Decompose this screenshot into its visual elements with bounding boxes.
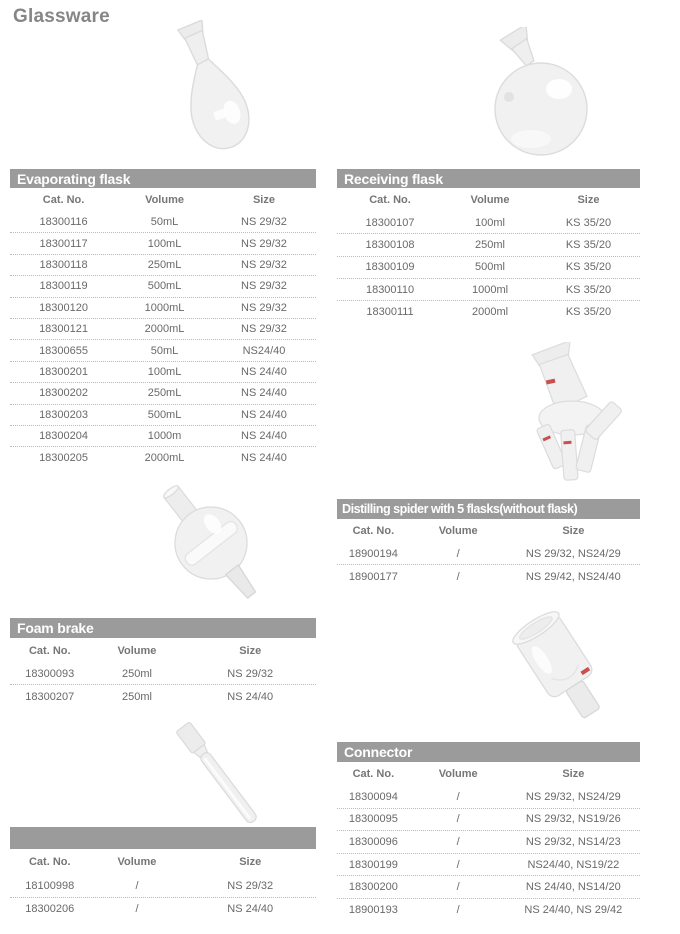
table-row [337,809,640,832]
table-cell: NS 29/32 [241,301,287,314]
table-cell: 18900194 [348,547,398,560]
table-cell: 50mL [150,344,179,357]
table-cell: NS 24/40 [227,902,274,915]
table-body [337,786,640,922]
table-cell: 18300202 [39,387,89,400]
table-cell: 250ml [121,690,152,703]
section-title-evaporating-flask: Evaporating flask [17,170,131,187]
table-cell: 18300120 [39,301,89,314]
table-body [337,212,640,323]
section-title-connector: Connector [344,744,413,760]
table-cell: 18300111 [366,306,414,319]
table-cell: / [456,881,460,894]
table-row [337,234,640,256]
column-header: Size [239,856,262,868]
receiving-flask-image [483,27,588,162]
table-cell: 250mL [147,258,182,271]
table-header-row [10,849,316,875]
untitled-adapter-table [10,849,316,920]
table-cell: NS 24/40 [241,408,287,421]
table-row [10,685,316,707]
table-row [337,279,640,301]
table-cell: / [135,902,139,915]
foam-brake-table [10,638,316,708]
table-row [337,212,640,234]
table-cell: / [135,879,139,892]
table-row [337,257,640,279]
table-row [10,255,316,276]
column-header: Size [562,768,585,780]
table-cell: 2000ml [471,306,509,319]
column-header: Size [239,644,262,657]
table-cell: NS 29/32, NS14/23 [525,835,621,848]
table-cell: / [456,547,460,560]
table-cell: NS 24/40, NS 29/42 [524,904,623,917]
table-row [337,543,640,565]
table-cell: 2000mL [144,451,185,464]
table-cell: NS 29/32 [241,216,287,229]
table-cell: NS 29/32 [241,280,287,293]
column-header: Volume [438,525,478,537]
table-cell: KS 35/20 [565,306,612,319]
table-cell: NS 24/40 [241,451,287,464]
table-body [337,543,640,588]
distilling-spider-table [337,519,640,588]
table-header-row [10,188,316,212]
table-cell: 18300117 [39,237,88,250]
foam-brake-image [130,477,292,609]
table-cell: 18300207 [25,690,75,703]
section-header-foam-brake [10,618,316,638]
column-header: Volume [470,194,510,206]
evaporating-flask-table [10,188,316,469]
table-cell: NS24/40 [242,344,286,357]
page-title: Glassware [13,6,110,27]
section-title-receiving-flask: Receiving flask [344,170,443,187]
table-cell: NS24/40, NS19/22 [527,858,620,871]
table-cell: 18300206 [25,902,75,915]
section-header-receiving-flask [337,169,640,188]
table-cell: KS 35/20 [565,283,612,296]
section-title-distilling-spider: Distilling spider with 5 flasks(without flask) [342,502,578,516]
table-cell: 250ml [121,667,152,680]
table-cell: NS 29/42, NS24/40 [525,570,621,583]
table-cell: NS 29/32, NS19/26 [525,813,621,826]
section-header-untitled-adapter [10,827,316,849]
table-cell: 500mL [147,408,182,421]
table-header-row [337,519,640,543]
table-cell: 18300093 [25,667,75,680]
table-row [337,786,640,809]
table-cell: KS 35/20 [565,261,612,274]
evaporating-flask-image [158,20,263,158]
table-cell: 18300110 [365,283,415,296]
table-cell: / [456,835,460,848]
table-cell: 500ml [475,261,505,274]
table-cell: NS 29/32 [227,879,274,892]
section-header-evaporating-flask [10,169,316,188]
table-row [10,383,316,404]
table-row [337,876,640,899]
table-row [337,565,640,587]
table-cell: / [456,858,460,871]
table-cell: 1000ml [471,283,509,296]
table-cell: NS 29/32 [241,323,287,336]
table-cell: 18300200 [348,881,398,894]
table-cell: 18900177 [348,570,398,583]
table-cell: 100mL [147,237,182,250]
table-row [10,362,316,383]
table-cell: / [456,904,460,917]
table-cell: NS 24/40 [241,387,287,400]
column-header: Volume [117,644,157,657]
table-cell: 18300108 [365,238,415,251]
table-row [10,276,316,297]
table-header-row [10,638,316,663]
table-cell: 18300107 [365,216,415,229]
table-cell: 250ml [475,238,505,251]
table-cell: NS 29/32 [241,237,287,250]
column-header: Cat. No. [352,525,395,537]
table-cell: 18300095 [348,813,398,826]
table-cell: 18300199 [348,858,398,871]
table-cell: / [456,570,460,583]
table-cell: NS 29/32, NS24/29 [525,547,621,560]
column-header: Size [562,525,585,537]
table-row [10,875,316,898]
table-cell: NS 29/32 [241,258,287,271]
column-header: Volume [145,194,184,206]
table-cell: / [456,813,460,826]
column-header: Volume [438,768,478,780]
receiving-flask-table [337,188,640,323]
section-header-connector [337,742,640,762]
table-row [10,340,316,361]
table-row [10,426,316,447]
table-header-row [337,188,640,212]
table-cell: 100ml [475,216,505,229]
table-row [10,447,316,468]
table-row [337,301,640,323]
table-cell: 18300094 [348,790,398,803]
column-header: Size [577,194,600,206]
table-cell: 500mL [147,280,182,293]
table-body [10,875,316,920]
column-header: Volume [117,856,157,868]
distilling-spider-image [500,342,638,490]
section-header-distilling-spider [337,499,640,519]
table-cell: 18300118 [39,258,88,271]
table-cell: NS 24/40 [227,690,274,703]
table-cell: 1000m [147,430,182,443]
table-cell: 100mL [147,365,182,378]
table-cell: NS 29/32 [227,667,274,680]
table-cell: 1000mL [144,301,185,314]
table-body [10,212,316,469]
column-header: Size [252,194,275,206]
table-row [10,233,316,254]
table-cell: NS 24/40, NS14/20 [525,881,621,894]
table-cell: 18300096 [348,835,398,848]
table-cell: 18300204 [39,430,89,443]
table-row [337,831,640,854]
table-row [10,663,316,685]
table-cell: 18100998 [25,879,75,892]
table-cell: / [456,790,460,803]
section-title-foam-brake: Foam brake [17,620,94,636]
table-cell: 18300205 [39,451,89,464]
table-cell: 18300201 [39,365,89,378]
column-header: Cat. No. [28,856,71,868]
table-row [10,298,316,319]
table-cell: 2000mL [144,323,185,336]
table-cell: KS 35/20 [565,238,612,251]
column-header: Cat. No. [352,768,395,780]
table-cell: 18900193 [348,904,398,917]
table-cell: 18300655 [39,344,89,357]
table-row [10,212,316,233]
table-row [10,319,316,340]
column-header: Cat. No. [369,194,411,206]
table-body [10,663,316,708]
table-row [10,898,316,921]
table-cell: 250mL [147,387,182,400]
table-cell: 18300203 [39,408,89,421]
connector-image [508,606,613,728]
table-cell: 18300121 [39,323,89,336]
table-cell: KS 35/20 [565,216,612,229]
table-cell: NS 24/40 [241,365,287,378]
table-cell: NS 24/40 [241,430,287,443]
table-cell: 18300116 [39,216,88,229]
table-cell: 18300119 [39,280,88,293]
table-row [337,899,640,922]
table-cell: NS 29/32, NS24/29 [525,790,621,803]
column-header: Cat. No. [42,194,85,206]
table-cell: 50mL [150,216,179,229]
table-header-row [337,762,640,786]
table-cell: 18300109 [365,261,415,274]
glass-tube-image [140,722,300,826]
table-row [10,405,316,426]
column-header: Cat. No. [28,644,71,657]
connector-table [337,762,640,922]
table-row [337,854,640,877]
